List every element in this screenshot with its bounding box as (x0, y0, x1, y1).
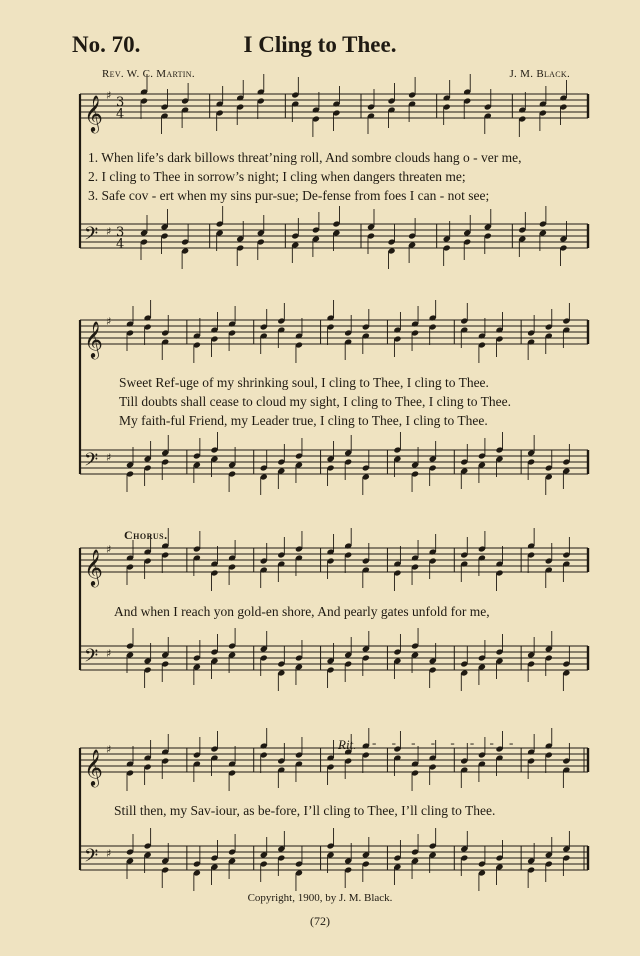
page-number: (72) (310, 914, 330, 928)
sharp-icon: ♯ (106, 315, 112, 328)
bass-clef-icon: 𝄢 (84, 450, 99, 475)
hymn-title: I Cling to Thee. (243, 32, 397, 57)
verse-3-refrain-line: My faith-ful Friend, my Leader true, I cling to Thee, I cling to Thee. (119, 413, 488, 428)
bass-clef-icon: 𝄢 (84, 846, 99, 871)
sharp-icon: ♯ (106, 647, 112, 660)
sharp-icon: ♯ (106, 543, 112, 556)
treble-clef-icon: 𝄞 (84, 320, 103, 358)
verse-2-line: 2. I cling to Thee in sorrow’s night; I cling when dangers threaten me; (88, 169, 466, 184)
hymn-composer: J. M. Black. (509, 68, 570, 80)
hymn-number: No. 70. (72, 32, 141, 57)
sharp-icon: ♯ (106, 451, 112, 464)
time-signature-top: 3 (116, 95, 125, 110)
time-signature-bottom: 4 (116, 237, 125, 252)
hymn-author: Rev. W. C. Martin. (102, 68, 195, 80)
chorus-line-1: And when I reach yon gold-en shore, And pearly gates unfold for me, (114, 604, 490, 619)
sharp-icon: ♯ (106, 225, 112, 238)
treble-clef-icon: 𝄞 (84, 748, 103, 786)
verse-3-line: 3. Safe cov - ert when my sins pur-sue; De-fense from foes I can - not see; (88, 188, 490, 203)
chorus-line-2: Still then, my Sav-iour, as be-fore, I’ll cling to Thee, I’ll cling to Thee. (114, 803, 496, 818)
bass-clef-icon: 𝄢 (84, 224, 99, 249)
bass-clef-icon: 𝄢 (84, 646, 99, 671)
treble-clef-icon: 𝄞 (84, 94, 103, 132)
copyright-notice: Copyright, 1900, by J. M. Black. (247, 892, 393, 904)
time-signature-bottom: 4 (116, 107, 125, 122)
sharp-icon: ♯ (106, 847, 112, 860)
chorus-label: Chorus. (124, 528, 168, 542)
verse-2-refrain-line: Till doubts shall cease to cloud my sight, I cling to Thee, I cling to Thee. (119, 394, 511, 409)
ritardando-mark: Rit. (338, 737, 357, 752)
ritardando-dashes: - - - - - - - - (372, 735, 520, 750)
sharp-icon: ♯ (106, 89, 112, 102)
sharp-icon: ♯ (106, 743, 112, 756)
verse-1-line: 1. When life’s dark billows threat’ning roll, And sombre clouds hang o - ver me, (88, 150, 522, 165)
time-signature-top: 3 (116, 225, 125, 240)
verse-1-refrain-line: Sweet Ref-uge of my shrinking soul, I cling to Thee, I cling to Thee. (119, 375, 489, 390)
treble-clef-icon: 𝄞 (84, 548, 103, 586)
